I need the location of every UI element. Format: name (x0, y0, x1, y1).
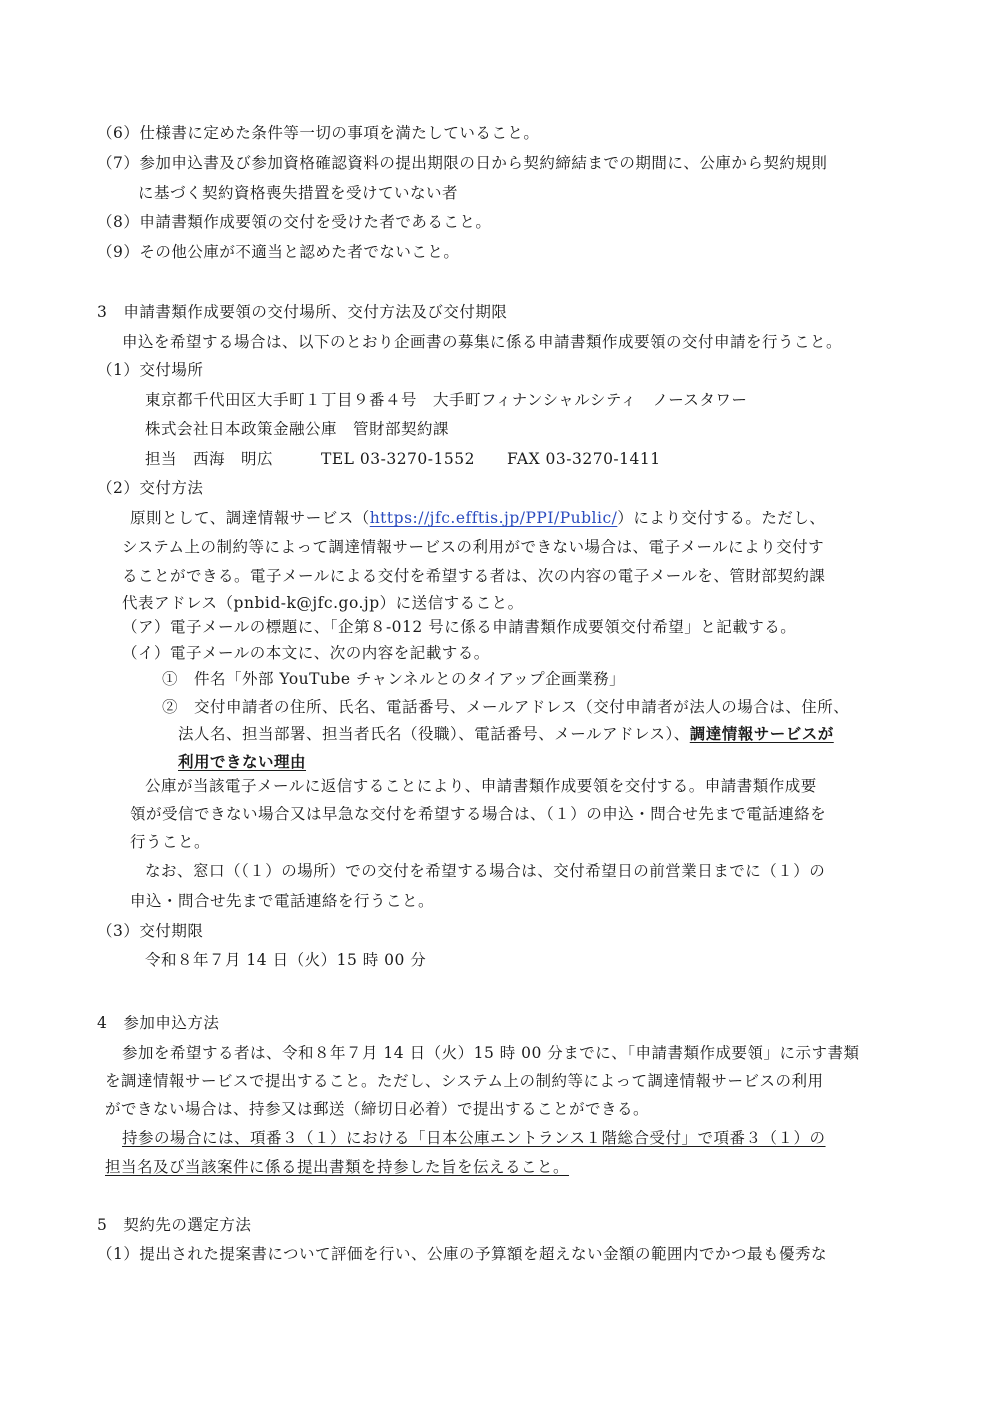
section-4-line5-underlined: 担当名及び当該案件に係る提出書類を持参した旨を伝えること。 (105, 1158, 570, 1176)
section-4-line4-underlined: 持参の場合には、項番３（１）における「日本公庫エントランス１階総合受付」で項番３（１）の (122, 1129, 826, 1147)
place-label: （1）交付場所 (97, 361, 204, 379)
section-5-heading: 5 契約先の選定方法 (97, 1216, 252, 1234)
section-4-heading: 4 参加申込方法 (97, 1014, 220, 1032)
deadline-label: （3）交付期限 (97, 922, 204, 940)
window-para-line1: なお、窓口（（１）の場所）での交付を希望する場合は、交付希望日の前営業日までに（１）の (145, 862, 826, 880)
content-item-2-line2-pre: 法人名、担当部署、担当者氏名（役職）、電話番号、メールアドレス）、 (178, 725, 690, 743)
sub-item-a: （ア）電子メールの標題に、「企第８-012 号に係る申請書類作成要領交付希望」と記載する。 (122, 618, 797, 636)
contact-info: 担当 西海 明広 TEL 03-3270-1552 FAX 03-3270-1411 (145, 450, 661, 468)
item-6: （6）仕様書に定めた条件等一切の事項を満たしていること。 (97, 124, 540, 142)
method-line1-pre: 原則として、調達情報サービス（ (130, 509, 370, 527)
company: 株式会社日本政策金融公庫 管財部契約課 (145, 420, 450, 438)
deadline: 令和８年７月 14 日（火）15 時 00 分 (145, 951, 427, 969)
method-line2: システム上の制約等によって調達情報サービスの利用ができない場合は、電子メールにより交付す (122, 538, 825, 556)
underlined-reason-part2: 利用できない理由 (178, 752, 307, 771)
section-3-intro: 申込を希望する場合は、以下のとおり企画書の募集に係る申請書類作成要領の交付申請を行うこと。 (122, 333, 843, 351)
method-line3: ることができる。電子メールによる交付を希望する者は、次の内容の電子メールを、管財部契約課 (122, 567, 826, 585)
address: 東京都千代田区大手町１丁目９番４号 大手町フィナンシャルシティ ノースタワー (145, 391, 748, 409)
item-7-line1: （7）参加申込書及び参加資格確認資料の提出期限の日から契約締結までの期間に、公庫から契約規則 (97, 154, 828, 172)
method-label: （2）交付方法 (97, 479, 204, 497)
item-7-line2: に基づく契約資格喪失措置を受けていない者 (138, 184, 459, 202)
item-8: （8）申請書類作成要領の交付を受けた者であること。 (97, 213, 492, 231)
section-4-line2: を調達情報サービスで提出すること。ただし、システム上の制約等によって調達情報サービスの利用 (105, 1072, 824, 1090)
section-4-line3: ができない場合は、持参又は郵送（締切日必着）で提出することができる。 (105, 1100, 650, 1118)
content-item-2-line1: ② 交付申請者の住所、氏名、電話番号、メールアドレス（交付申請者が法人の場合は、住所、 (162, 698, 850, 716)
section-4-line1: 参加を希望する者は、令和８年７月 14 日（火）15 時 00 分までに、「申請書類作成要領」に示す書類 (122, 1044, 860, 1062)
content-item-1: ① 件名「外部 YouTube チャンネルとのタイアップ企画業務」 (162, 670, 626, 688)
item-9: （9）その他公庫が不適当と認めた者でないこと。 (97, 243, 460, 261)
section-5-line1: （1）提出された提案書について評価を行い、公庫の予算額を超えない金額の範囲内でかつ最も優秀な (97, 1245, 828, 1263)
reply-para-line1: 公庫が当該電子メールに返信することにより、申請書類作成要領を交付する。申請書類作成要 (145, 777, 817, 795)
method-line1-post: ）により交付する。ただし、 (617, 509, 826, 527)
method-line4: 代表アドレス（pnbid-k@jfc.go.jp）に送信すること。 (122, 594, 524, 612)
reply-para-line2: 領が受信できない場合又は早急な交付を希望する場合は、（１）の申込・問合せ先まで電話連絡を (130, 805, 827, 823)
underlined-reason-part1: 調達情報サービスが (689, 724, 834, 743)
method-line1 (130, 507, 825, 529)
reply-para-line3: 行うこと。 (130, 833, 211, 851)
procurement-service-link[interactable]: https://jfc.efftis.jp/PPI/Public/ (369, 509, 618, 527)
sub-item-i: （イ）電子メールの本文に、次の内容を記載する。 (122, 644, 490, 662)
section-3-heading: 3 申請書類作成要領の交付場所、交付方法及び交付期限 (97, 303, 508, 321)
content-item-2-line2 (178, 723, 834, 745)
window-para-line2: 申込・問合せ先まで電話連絡を行うこと。 (130, 892, 435, 910)
